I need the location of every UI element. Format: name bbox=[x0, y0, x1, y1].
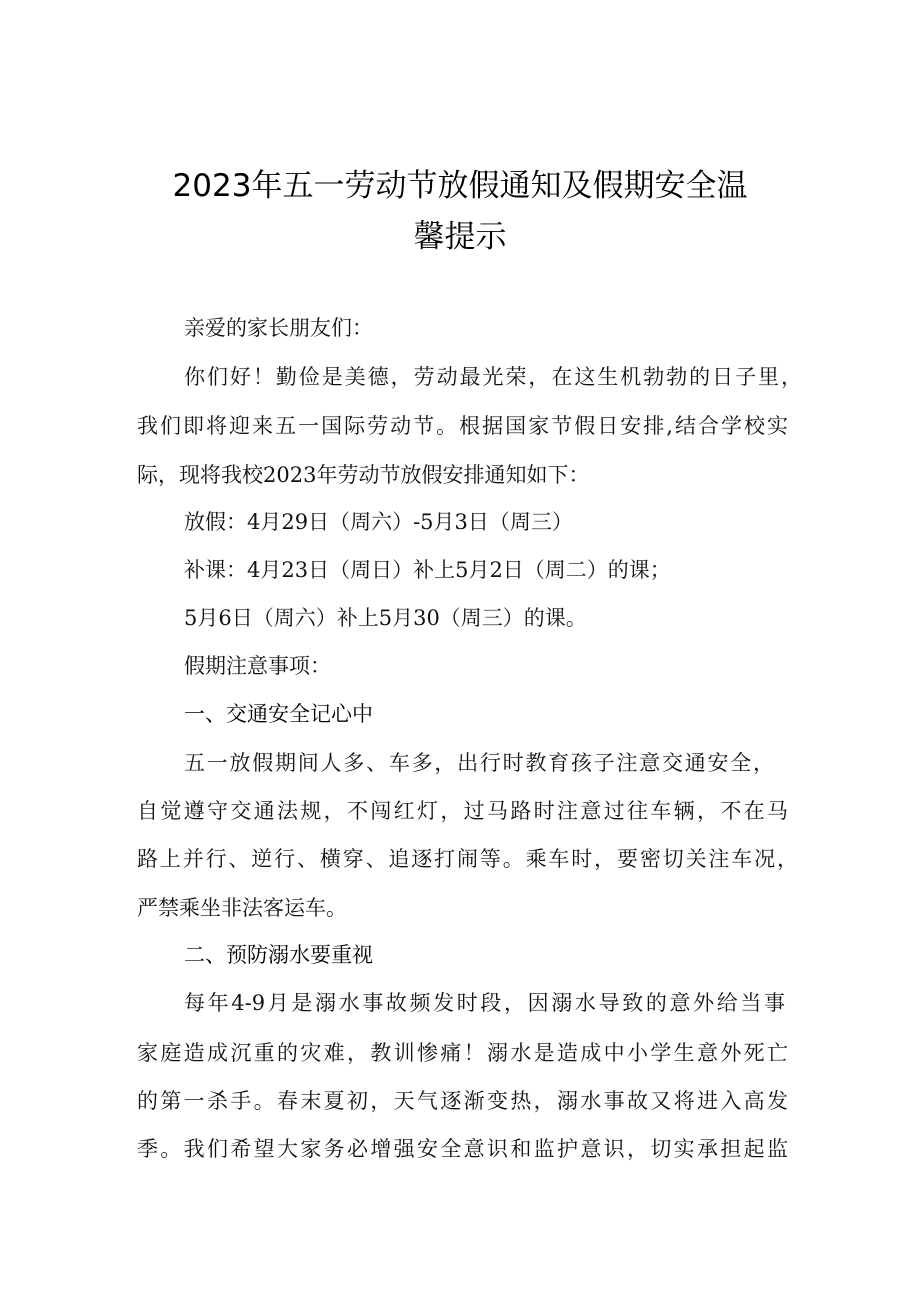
holiday-schedule: 放假：4月29日（周六）-5月3日（周三） bbox=[184, 510, 573, 534]
section-heading-traffic: 一、交通安全记心中 bbox=[184, 702, 373, 726]
document-title-line-1: 2023年五一劳动节放假通知及假期安全温 bbox=[172, 168, 748, 204]
greeting: 亲爱的家长朋友们： bbox=[184, 316, 373, 340]
section-drowning-line: 的第一杀手。春末夏初，天气逐渐变热，溺水事故又将进入高发 bbox=[137, 1089, 788, 1113]
document-title-line-2: 馨提示 bbox=[413, 219, 507, 255]
section-drowning-line: 每年4-9月是溺水事故频发时段，因溺水导致的意外给当事 bbox=[184, 991, 785, 1015]
section-traffic-line: 严禁乘坐非法客运车。 bbox=[137, 896, 347, 920]
section-heading-drowning: 二、预防溺水要重视 bbox=[184, 943, 373, 967]
section-traffic-line: 自觉遵守交通法规，不闯红灯，过马路时注意过往车辆，不在马 bbox=[137, 799, 788, 823]
section-drowning-line: 家庭造成沉重的灾难，教训惨痛！溺水是造成中小学生意外死亡 bbox=[137, 1041, 788, 1065]
intro-line: 你们好！勤俭是美德，劳动最光荣，在这生机勃勃的日子里， bbox=[184, 365, 802, 389]
section-drowning-line: 季。我们希望大家务必增强安全意识和监护意识，切实承担起监 bbox=[137, 1137, 788, 1161]
intro-line: 我们即将迎来五一国际劳动节。根据国家节假日安排,结合学校实 bbox=[137, 414, 788, 438]
makeup-class-1: 补课：4月23日（周日）补上5月2日（周二）的课； bbox=[184, 558, 671, 582]
makeup-class-2: 5月6日（周六）补上5月30（周三）的课。 bbox=[184, 606, 587, 630]
intro-line: 际，现将我校2023年劳动节放假安排通知如下： bbox=[137, 463, 590, 487]
section-traffic-line: 路上并行、逆行、横穿、追逐打闹等。乘车时，要密切关注车况， bbox=[137, 847, 798, 871]
notes-label: 假期注意事项： bbox=[184, 654, 331, 678]
section-traffic-line: 五一放假期间人多、车多，出行时教育孩子注意交通安全， bbox=[184, 751, 774, 775]
